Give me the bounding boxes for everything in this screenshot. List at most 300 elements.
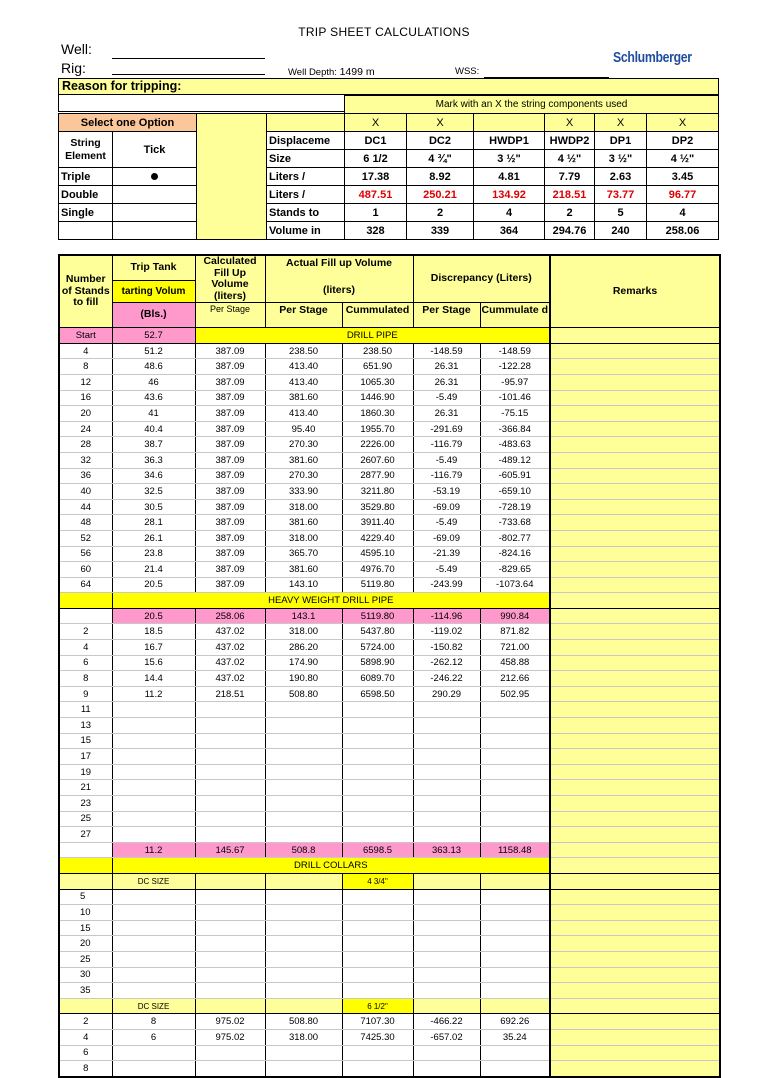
stands-cell[interactable]: 4: [59, 640, 112, 656]
starting-volume-cell[interactable]: 11.2: [112, 842, 195, 858]
actual-per-stage-cell[interactable]: 413.40: [265, 359, 342, 375]
calc-fill-cell[interactable]: 258.06: [195, 608, 265, 624]
remarks-cell[interactable]: [550, 811, 720, 827]
remarks-cell[interactable]: [550, 998, 720, 1014]
disc-cummulated-cell[interactable]: [480, 1061, 550, 1077]
disc-per-stage-cell[interactable]: -116.79: [413, 468, 480, 484]
actual-per-stage-cell[interactable]: 190.80: [265, 671, 342, 687]
remarks-cell[interactable]: [550, 967, 720, 983]
remarks-cell[interactable]: [550, 624, 720, 640]
empty-cell[interactable]: [342, 951, 413, 967]
actual-per-stage-cell[interactable]: [265, 827, 342, 843]
empty-cell[interactable]: [265, 983, 342, 999]
disc-per-stage-cell[interactable]: [413, 733, 480, 749]
disc-cummulated-cell[interactable]: -605.91: [480, 468, 550, 484]
disc-cummulated-cell[interactable]: -75.15: [480, 406, 550, 422]
remarks-cell[interactable]: [550, 452, 720, 468]
tick-triple[interactable]: [113, 168, 197, 186]
starting-volume-cell[interactable]: [112, 1061, 195, 1077]
empty-cell[interactable]: [413, 920, 480, 936]
stands-cell[interactable]: 16: [59, 390, 112, 406]
stands-cell[interactable]: 8: [59, 1061, 112, 1077]
stands-cell[interactable]: 27: [59, 827, 112, 843]
remarks-cell[interactable]: [550, 437, 720, 453]
remarks-cell[interactable]: [550, 796, 720, 812]
remarks-cell[interactable]: [550, 343, 720, 359]
disc-per-stage-cell[interactable]: [413, 780, 480, 796]
stands-cell[interactable]: 52: [59, 530, 112, 546]
disc-cummulated-cell[interactable]: [480, 780, 550, 796]
actual-per-stage-cell[interactable]: [265, 764, 342, 780]
empty-cell[interactable]: [112, 889, 195, 905]
disc-cummulated-cell[interactable]: -122.28: [480, 359, 550, 375]
remarks-cell[interactable]: [550, 593, 720, 609]
actual-cummulated-cell[interactable]: 3911.40: [342, 515, 413, 531]
remarks-cell[interactable]: [550, 608, 720, 624]
disc-cummulated-cell[interactable]: -802.77: [480, 530, 550, 546]
remarks-cell[interactable]: [550, 328, 720, 344]
disc-per-stage-cell[interactable]: [413, 749, 480, 765]
actual-per-stage-cell[interactable]: 318.00: [265, 1029, 342, 1045]
actual-cummulated-cell[interactable]: 1446.90: [342, 390, 413, 406]
calc-fill-cell[interactable]: [195, 702, 265, 718]
disc-per-stage-cell[interactable]: -262.12: [413, 655, 480, 671]
stands-cell[interactable]: 5: [59, 889, 112, 905]
empty-cell[interactable]: [342, 920, 413, 936]
actual-per-stage-cell[interactable]: 174.90: [265, 655, 342, 671]
starting-volume-cell[interactable]: 20.5: [112, 608, 195, 624]
stands-cell[interactable]: 20: [59, 406, 112, 422]
calc-fill-cell[interactable]: 975.02: [195, 1029, 265, 1045]
empty-cell[interactable]: [195, 951, 265, 967]
disc-per-stage-cell[interactable]: -148.59: [413, 343, 480, 359]
disc-per-stage-cell[interactable]: -69.09: [413, 499, 480, 515]
empty-cell[interactable]: [195, 936, 265, 952]
starting-volume-cell[interactable]: 48.6: [112, 359, 195, 375]
actual-per-stage-cell[interactable]: 318.00: [265, 499, 342, 515]
disc-cummulated-cell[interactable]: [480, 796, 550, 812]
stands-cell[interactable]: 8: [59, 671, 112, 687]
remarks-cell[interactable]: [550, 780, 720, 796]
calc-fill-cell[interactable]: [195, 796, 265, 812]
calc-fill-cell[interactable]: 387.09: [195, 452, 265, 468]
well-field[interactable]: [112, 58, 265, 59]
calc-fill-cell[interactable]: 387.09: [195, 577, 265, 593]
empty-cell[interactable]: [480, 983, 550, 999]
disc-cummulated-cell[interactable]: -101.46: [480, 390, 550, 406]
remarks-cell[interactable]: [550, 764, 720, 780]
actual-per-stage-cell[interactable]: 381.60: [265, 515, 342, 531]
empty-cell[interactable]: [342, 905, 413, 921]
calc-fill-cell[interactable]: 387.09: [195, 374, 265, 390]
actual-cummulated-cell[interactable]: 4229.40: [342, 530, 413, 546]
empty-cell[interactable]: [480, 951, 550, 967]
actual-cummulated-cell[interactable]: [342, 827, 413, 843]
remarks-cell[interactable]: [550, 733, 720, 749]
disc-per-stage-cell[interactable]: 26.31: [413, 374, 480, 390]
stands-cell[interactable]: 12: [59, 374, 112, 390]
disc-cummulated-cell[interactable]: -728.19: [480, 499, 550, 515]
starting-volume-cell[interactable]: 40.4: [112, 421, 195, 437]
actual-cummulated-cell[interactable]: 7425.30: [342, 1029, 413, 1045]
actual-cummulated-cell[interactable]: 4976.70: [342, 562, 413, 578]
disc-per-stage-cell[interactable]: -69.09: [413, 530, 480, 546]
calc-fill-cell[interactable]: [195, 811, 265, 827]
starting-volume-cell[interactable]: [112, 749, 195, 765]
starting-volume-cell[interactable]: [112, 827, 195, 843]
actual-per-stage-cell[interactable]: 508.80: [265, 1014, 342, 1030]
actual-per-stage-cell[interactable]: [265, 796, 342, 812]
actual-cummulated-cell[interactable]: 2607.60: [342, 452, 413, 468]
calc-fill-cell[interactable]: 387.09: [195, 390, 265, 406]
empty-cell[interactable]: [342, 889, 413, 905]
empty-cell[interactable]: [265, 936, 342, 952]
starting-volume-cell[interactable]: 6: [112, 1029, 195, 1045]
calc-fill-cell[interactable]: 387.09: [195, 406, 265, 422]
empty-cell[interactable]: [112, 967, 195, 983]
disc-per-stage-cell[interactable]: -5.49: [413, 562, 480, 578]
actual-per-stage-cell[interactable]: 318.00: [265, 624, 342, 640]
remarks-cell[interactable]: [550, 842, 720, 858]
rig-field[interactable]: [112, 74, 265, 75]
actual-cummulated-cell[interactable]: 2877.90: [342, 468, 413, 484]
stands-cell[interactable]: 23: [59, 796, 112, 812]
disc-cummulated-cell[interactable]: -95.97: [480, 374, 550, 390]
remarks-cell[interactable]: [550, 546, 720, 562]
actual-per-stage-cell[interactable]: [265, 718, 342, 734]
actual-per-stage-cell[interactable]: 381.60: [265, 562, 342, 578]
remarks-cell[interactable]: [550, 640, 720, 656]
actual-per-stage-cell[interactable]: 413.40: [265, 406, 342, 422]
calc-fill-cell[interactable]: 387.09: [195, 546, 265, 562]
actual-per-stage-cell[interactable]: [265, 1045, 342, 1061]
empty-cell[interactable]: [265, 951, 342, 967]
empty-cell[interactable]: [413, 967, 480, 983]
mark-hwdp1[interactable]: [474, 114, 545, 132]
empty-cell[interactable]: [342, 983, 413, 999]
remarks-cell[interactable]: [550, 671, 720, 687]
disc-cummulated-cell[interactable]: 35.24: [480, 1029, 550, 1045]
disc-cummulated-cell[interactable]: -489.12: [480, 452, 550, 468]
stands-cell[interactable]: 36: [59, 468, 112, 484]
disc-per-stage-cell[interactable]: [413, 718, 480, 734]
stands-cell[interactable]: 40: [59, 484, 112, 500]
starting-volume-cell[interactable]: 14.4: [112, 671, 195, 687]
disc-cummulated-cell[interactable]: [480, 1045, 550, 1061]
stands-cell[interactable]: 15: [59, 920, 112, 936]
remarks-cell[interactable]: [550, 936, 720, 952]
starting-volume-cell[interactable]: [112, 733, 195, 749]
starting-volume-cell[interactable]: [112, 1045, 195, 1061]
start-volume[interactable]: 52.7: [112, 328, 195, 344]
remarks-cell[interactable]: [550, 468, 720, 484]
disc-cummulated-cell[interactable]: -659.10: [480, 484, 550, 500]
remarks-cell[interactable]: [550, 421, 720, 437]
stands-cell[interactable]: 2: [59, 624, 112, 640]
empty-cell[interactable]: [413, 936, 480, 952]
calc-fill-cell[interactable]: 387.09: [195, 530, 265, 546]
calc-fill-cell[interactable]: 437.02: [195, 624, 265, 640]
reason-row[interactable]: [58, 78, 719, 95]
stands-cell[interactable]: 30: [59, 967, 112, 983]
empty-cell[interactable]: [195, 967, 265, 983]
starting-volume-cell[interactable]: 28.1: [112, 515, 195, 531]
starting-volume-cell[interactable]: 26.1: [112, 530, 195, 546]
starting-volume-cell[interactable]: 34.6: [112, 468, 195, 484]
remarks-cell[interactable]: [550, 530, 720, 546]
calc-fill-cell[interactable]: 387.09: [195, 499, 265, 515]
disc-cummulated-cell[interactable]: [480, 827, 550, 843]
starting-volume-cell[interactable]: 43.6: [112, 390, 195, 406]
stands-cell[interactable]: 11: [59, 702, 112, 718]
stands-cell[interactable]: [59, 842, 112, 858]
empty-cell[interactable]: [112, 905, 195, 921]
calc-fill-cell[interactable]: [195, 1045, 265, 1061]
disc-cummulated-cell[interactable]: -829.65: [480, 562, 550, 578]
remarks-cell[interactable]: [550, 889, 720, 905]
actual-cummulated-cell[interactable]: [342, 780, 413, 796]
disc-cummulated-cell[interactable]: -483.63: [480, 437, 550, 453]
starting-volume-cell[interactable]: 18.5: [112, 624, 195, 640]
calc-fill-cell[interactable]: 387.09: [195, 359, 265, 375]
starting-volume-cell[interactable]: 15.6: [112, 655, 195, 671]
actual-cummulated-cell[interactable]: [342, 764, 413, 780]
starting-volume-cell[interactable]: 30.5: [112, 499, 195, 515]
actual-cummulated-cell[interactable]: 1955.70: [342, 421, 413, 437]
empty-cell[interactable]: [342, 967, 413, 983]
calc-fill-cell[interactable]: 145.67: [195, 842, 265, 858]
actual-cummulated-cell[interactable]: 1065.30: [342, 374, 413, 390]
empty-cell[interactable]: [112, 951, 195, 967]
calc-fill-cell[interactable]: 387.09: [195, 437, 265, 453]
stands-cell[interactable]: 4: [59, 343, 112, 359]
calc-fill-cell[interactable]: 437.02: [195, 655, 265, 671]
actual-per-stage-cell[interactable]: [265, 702, 342, 718]
disc-cummulated-cell[interactable]: [480, 811, 550, 827]
stands-cell[interactable]: 64: [59, 577, 112, 593]
empty-cell[interactable]: [480, 920, 550, 936]
remarks-cell[interactable]: [550, 577, 720, 593]
disc-per-stage-cell[interactable]: -5.49: [413, 452, 480, 468]
stands-cell[interactable]: 9: [59, 686, 112, 702]
actual-per-stage-cell[interactable]: 95.40: [265, 421, 342, 437]
disc-per-stage-cell[interactable]: -5.49: [413, 515, 480, 531]
disc-per-stage-cell[interactable]: 290.29: [413, 686, 480, 702]
remarks-cell[interactable]: [550, 1029, 720, 1045]
remarks-cell[interactable]: [550, 718, 720, 734]
calc-fill-cell[interactable]: 437.02: [195, 671, 265, 687]
remarks-cell[interactable]: [550, 562, 720, 578]
actual-per-stage-cell[interactable]: [265, 733, 342, 749]
starting-volume-cell[interactable]: 46: [112, 374, 195, 390]
disc-per-stage-cell[interactable]: [413, 764, 480, 780]
empty-cell[interactable]: [112, 920, 195, 936]
actual-per-stage-cell[interactable]: 508.8: [265, 842, 342, 858]
tick-single[interactable]: [113, 204, 197, 222]
calc-fill-cell[interactable]: 975.02: [195, 1014, 265, 1030]
disc-per-stage-cell[interactable]: -466.22: [413, 1014, 480, 1030]
calc-fill-cell[interactable]: [195, 733, 265, 749]
calc-fill-cell[interactable]: [195, 1061, 265, 1077]
remarks-cell[interactable]: [550, 858, 720, 874]
calc-fill-cell[interactable]: 387.09: [195, 562, 265, 578]
remarks-cell[interactable]: [550, 406, 720, 422]
starting-volume-cell[interactable]: 32.5: [112, 484, 195, 500]
disc-per-stage-cell[interactable]: -243.99: [413, 577, 480, 593]
disc-cummulated-cell[interactable]: 692.26: [480, 1014, 550, 1030]
mark-dp2[interactable]: X: [647, 114, 719, 132]
empty-cell[interactable]: [265, 967, 342, 983]
remarks-cell[interactable]: [550, 686, 720, 702]
calc-fill-cell[interactable]: 387.09: [195, 468, 265, 484]
stands-cell[interactable]: [59, 608, 112, 624]
disc-per-stage-cell[interactable]: -657.02: [413, 1029, 480, 1045]
calc-fill-cell[interactable]: [195, 764, 265, 780]
disc-per-stage-cell[interactable]: -150.82: [413, 640, 480, 656]
disc-cummulated-cell[interactable]: [480, 702, 550, 718]
disc-cummulated-cell[interactable]: -148.59: [480, 343, 550, 359]
actual-per-stage-cell[interactable]: 143.10: [265, 577, 342, 593]
calc-fill-cell[interactable]: [195, 827, 265, 843]
empty-cell[interactable]: [265, 920, 342, 936]
empty-cell[interactable]: [342, 936, 413, 952]
disc-cummulated-cell[interactable]: [480, 764, 550, 780]
starting-volume-cell[interactable]: 21.4: [112, 562, 195, 578]
actual-per-stage-cell[interactable]: 270.30: [265, 468, 342, 484]
mark-dp1[interactable]: X: [595, 114, 647, 132]
stands-cell[interactable]: 8: [59, 359, 112, 375]
calc-fill-cell[interactable]: 387.09: [195, 343, 265, 359]
starting-volume-cell[interactable]: [112, 811, 195, 827]
disc-per-stage-cell[interactable]: -291.69: [413, 421, 480, 437]
disc-per-stage-cell[interactable]: -5.49: [413, 390, 480, 406]
empty-cell[interactable]: [265, 889, 342, 905]
remarks-cell[interactable]: [550, 1045, 720, 1061]
starting-volume-cell[interactable]: 36.3: [112, 452, 195, 468]
remarks-cell[interactable]: [550, 655, 720, 671]
disc-per-stage-cell[interactable]: -114.96: [413, 608, 480, 624]
stands-cell[interactable]: 24: [59, 421, 112, 437]
empty-cell[interactable]: [112, 936, 195, 952]
stands-cell[interactable]: 17: [59, 749, 112, 765]
disc-per-stage-cell[interactable]: [413, 1061, 480, 1077]
stands-cell[interactable]: 6: [59, 655, 112, 671]
actual-per-stage-cell[interactable]: [265, 1061, 342, 1077]
disc-per-stage-cell[interactable]: -21.39: [413, 546, 480, 562]
mark-hwdp2[interactable]: X: [545, 114, 595, 132]
empty-cell[interactable]: [195, 905, 265, 921]
disc-per-stage-cell[interactable]: -116.79: [413, 437, 480, 453]
empty-cell[interactable]: [480, 889, 550, 905]
disc-cummulated-cell[interactable]: [480, 733, 550, 749]
starting-volume-cell[interactable]: 51.2: [112, 343, 195, 359]
disc-per-stage-cell[interactable]: [413, 811, 480, 827]
actual-per-stage-cell[interactable]: 143.1: [265, 608, 342, 624]
actual-cummulated-cell[interactable]: [342, 1045, 413, 1061]
empty-cell[interactable]: [480, 967, 550, 983]
actual-cummulated-cell[interactable]: 6598.5: [342, 842, 413, 858]
mark-dc1[interactable]: X: [345, 114, 407, 132]
actual-cummulated-cell[interactable]: [342, 733, 413, 749]
stands-cell[interactable]: 20: [59, 936, 112, 952]
remarks-cell[interactable]: [550, 702, 720, 718]
calc-fill-cell[interactable]: [195, 749, 265, 765]
actual-cummulated-cell[interactable]: 6089.70: [342, 671, 413, 687]
calc-fill-cell[interactable]: [195, 718, 265, 734]
remarks-cell[interactable]: [550, 484, 720, 500]
disc-cummulated-cell[interactable]: [480, 749, 550, 765]
disc-per-stage-cell[interactable]: 26.31: [413, 359, 480, 375]
disc-per-stage-cell[interactable]: [413, 702, 480, 718]
starting-volume-cell[interactable]: 23.8: [112, 546, 195, 562]
disc-cummulated-cell[interactable]: -733.68: [480, 515, 550, 531]
remarks-cell[interactable]: [550, 983, 720, 999]
actual-per-stage-cell[interactable]: 333.90: [265, 484, 342, 500]
empty-cell[interactable]: [413, 889, 480, 905]
starting-volume-cell[interactable]: [112, 718, 195, 734]
calc-fill-cell[interactable]: 387.09: [195, 484, 265, 500]
starting-volume-cell[interactable]: 20.5: [112, 577, 195, 593]
stands-cell[interactable]: 32: [59, 452, 112, 468]
starting-volume-cell[interactable]: 11.2: [112, 686, 195, 702]
actual-cummulated-cell[interactable]: 7107.30: [342, 1014, 413, 1030]
actual-cummulated-cell[interactable]: 5724.00: [342, 640, 413, 656]
actual-per-stage-cell[interactable]: [265, 811, 342, 827]
disc-cummulated-cell[interactable]: 458.88: [480, 655, 550, 671]
stands-cell[interactable]: 60: [59, 562, 112, 578]
actual-cummulated-cell[interactable]: 238.50: [342, 343, 413, 359]
disc-cummulated-cell[interactable]: 990.84: [480, 608, 550, 624]
starting-volume-cell[interactable]: [112, 764, 195, 780]
actual-per-stage-cell[interactable]: 413.40: [265, 374, 342, 390]
calc-fill-cell[interactable]: [195, 780, 265, 796]
stands-cell[interactable]: 2: [59, 1014, 112, 1030]
actual-cummulated-cell[interactable]: 5119.80: [342, 577, 413, 593]
remarks-cell[interactable]: [550, 873, 720, 889]
empty-cell[interactable]: [413, 905, 480, 921]
disc-per-stage-cell[interactable]: -53.19: [413, 484, 480, 500]
actual-cummulated-cell[interactable]: 6598.50: [342, 686, 413, 702]
actual-cummulated-cell[interactable]: [342, 718, 413, 734]
disc-cummulated-cell[interactable]: 1158.48: [480, 842, 550, 858]
calc-fill-cell[interactable]: 387.09: [195, 421, 265, 437]
remarks-cell[interactable]: [550, 390, 720, 406]
stands-cell[interactable]: 25: [59, 811, 112, 827]
starting-volume-cell[interactable]: 16.7: [112, 640, 195, 656]
disc-per-stage-cell[interactable]: [413, 827, 480, 843]
empty-cell[interactable]: [195, 889, 265, 905]
empty-cell[interactable]: [413, 983, 480, 999]
disc-cummulated-cell[interactable]: -824.16: [480, 546, 550, 562]
actual-per-stage-cell[interactable]: 270.30: [265, 437, 342, 453]
remarks-cell[interactable]: [550, 905, 720, 921]
starting-volume-cell[interactable]: 41: [112, 406, 195, 422]
stands-cell[interactable]: 4: [59, 1029, 112, 1045]
empty-cell[interactable]: [265, 905, 342, 921]
disc-cummulated-cell[interactable]: -366.84: [480, 421, 550, 437]
calc-fill-cell[interactable]: 387.09: [195, 515, 265, 531]
remarks-cell[interactable]: [550, 515, 720, 531]
mark-dc2[interactable]: X: [407, 114, 474, 132]
stands-cell[interactable]: 25: [59, 951, 112, 967]
actual-cummulated-cell[interactable]: 4595.10: [342, 546, 413, 562]
actual-per-stage-cell[interactable]: 318.00: [265, 530, 342, 546]
stands-cell[interactable]: 10: [59, 905, 112, 921]
empty-cell[interactable]: [195, 920, 265, 936]
actual-cummulated-cell[interactable]: 1860.30: [342, 406, 413, 422]
starting-volume-cell[interactable]: [112, 796, 195, 812]
actual-per-stage-cell[interactable]: 381.60: [265, 452, 342, 468]
